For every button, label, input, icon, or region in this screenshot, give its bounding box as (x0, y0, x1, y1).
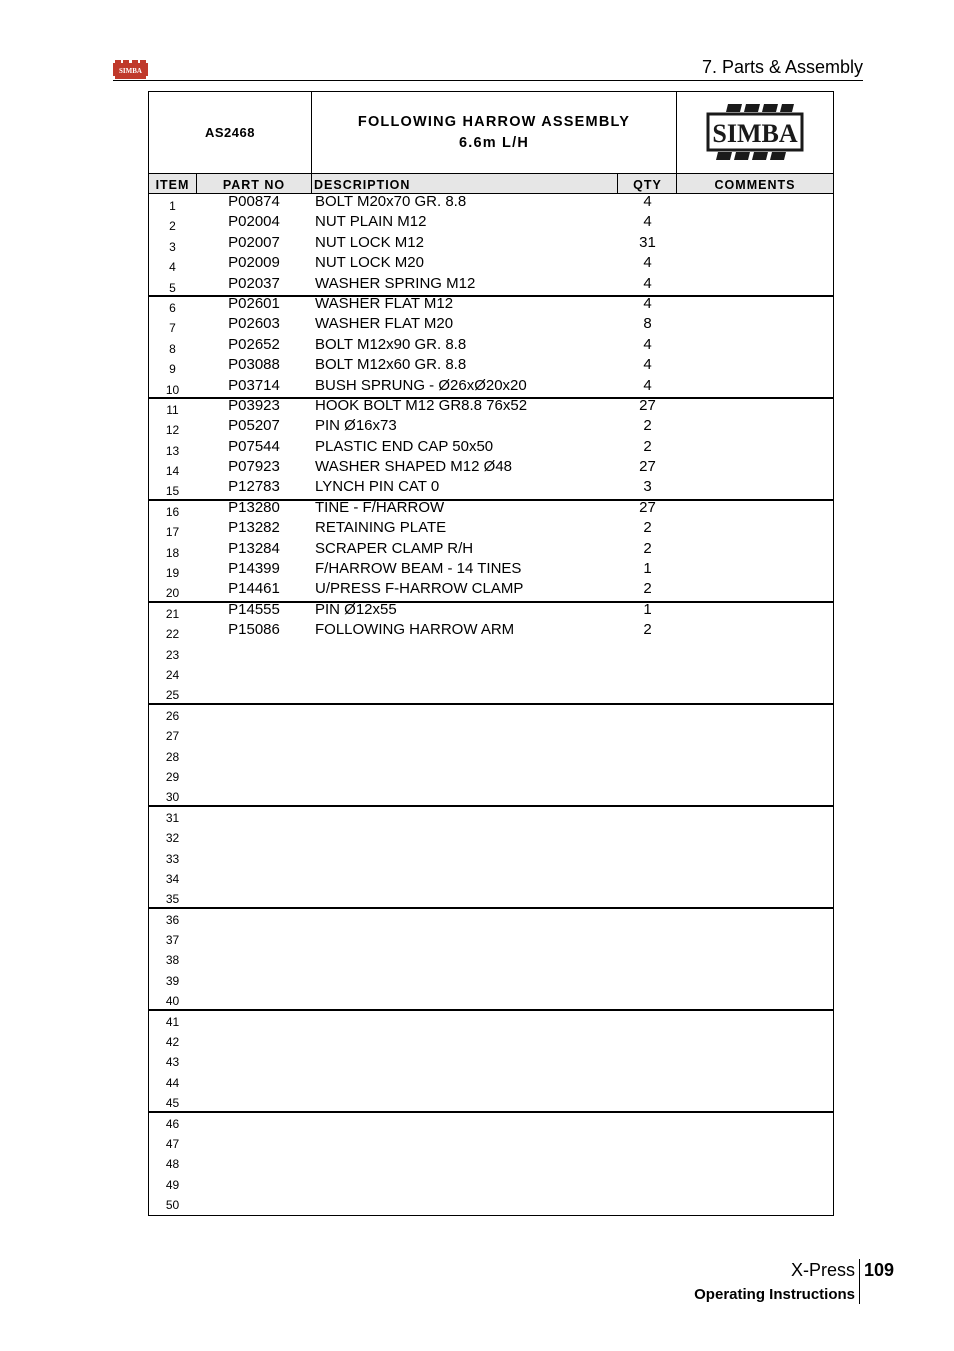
row-item-number: 24 (165, 667, 180, 682)
row-item-number: 10 (165, 382, 180, 397)
row-quantity: 8 (643, 315, 652, 333)
row-item-number: 47 (165, 1136, 180, 1151)
table-row (149, 908, 833, 928)
row-description: BOLT M12x60 GR. 8.8 (315, 356, 467, 374)
table-row (149, 887, 833, 907)
row-part-number: P15086 (228, 621, 280, 639)
row-description: U/PRESS F-HARROW CLAMP (315, 580, 524, 598)
row-item-number: 18 (165, 545, 180, 560)
row-part-number: P02004 (228, 213, 280, 231)
row-quantity: 27 (639, 498, 656, 516)
row-quantity: 4 (643, 356, 652, 374)
table-row (149, 969, 833, 989)
row-item-number: 50 (165, 1198, 180, 1213)
row-description: FOLLOWING HARROW ARM (315, 621, 515, 639)
row-part-number: P13284 (228, 539, 280, 557)
table-row (149, 826, 833, 846)
row-item-number: 21 (165, 606, 180, 621)
row-item-number: 41 (165, 1014, 180, 1029)
table-row (149, 194, 833, 214)
row-item-number: 14 (165, 464, 180, 479)
table-row (149, 561, 833, 581)
row-item-number: 11 (166, 402, 179, 417)
row-item-number: 7 (169, 321, 176, 336)
table-row (149, 847, 833, 867)
row-quantity: 3 (643, 478, 652, 496)
row-item-number: 48 (165, 1157, 180, 1172)
row-part-number: P03714 (228, 376, 280, 394)
row-description: LYNCH PIN CAT 0 (315, 478, 440, 496)
table-row (149, 398, 833, 418)
table-row (149, 602, 833, 622)
table-row (149, 1193, 833, 1213)
row-part-number: P13282 (228, 519, 280, 537)
row-item-number: 5 (169, 280, 176, 295)
table-row (149, 541, 833, 561)
table-row (149, 1132, 833, 1152)
row-description: TINE - F/HARROW (315, 498, 445, 516)
row-quantity: 1 (643, 560, 652, 578)
header-logo-text: SIMBA (119, 67, 142, 75)
row-part-number: P02009 (228, 254, 280, 272)
assembly-code: AS2468 (149, 92, 312, 173)
row-part-number: P12783 (228, 478, 280, 496)
row-item-number: 38 (165, 953, 180, 968)
row-quantity: 4 (643, 274, 652, 292)
row-item-number: 27 (165, 729, 180, 744)
row-quantity: 4 (643, 376, 652, 394)
row-quantity: 4 (643, 193, 652, 210)
simba-logo (677, 92, 833, 173)
table-row (149, 255, 833, 275)
row-item-number: 12 (165, 423, 180, 438)
row-part-number: P07544 (228, 437, 280, 455)
row-item-number: 39 (165, 973, 180, 988)
row-item-number: 33 (165, 851, 180, 866)
row-description: F/HARROW BEAM - 14 TINES (315, 560, 522, 578)
row-quantity: 27 (639, 458, 656, 476)
table-row (149, 928, 833, 948)
row-item-number: 23 (165, 647, 180, 662)
row-quantity: 2 (643, 621, 652, 639)
table-row (149, 704, 833, 724)
row-quantity: 2 (643, 539, 652, 557)
row-item-number: 2 (169, 219, 176, 234)
row-item-number: 6 (169, 300, 176, 315)
table-row (149, 500, 833, 520)
row-part-number: P14555 (228, 600, 280, 618)
row-description: BOLT M12x90 GR. 8.8 (315, 335, 467, 353)
row-item-number: 42 (165, 1035, 180, 1050)
col-description-header: DESCRIPTION (312, 174, 618, 193)
table-row (149, 663, 833, 683)
table-row (149, 1152, 833, 1172)
row-item-number: 32 (165, 831, 180, 846)
row-item-number: 29 (165, 769, 180, 784)
table-row (149, 316, 833, 336)
table-row (149, 296, 833, 316)
col-item-header: ITEM (149, 174, 197, 193)
row-part-number: P14399 (228, 560, 280, 578)
table-row (149, 1030, 833, 1050)
table-row (149, 214, 833, 234)
column-header-row (149, 174, 833, 194)
row-item-number: 19 (165, 566, 180, 581)
table-row (149, 765, 833, 785)
row-part-number: P03923 (228, 396, 280, 414)
row-part-number: P02007 (228, 233, 280, 251)
row-item-number: 46 (165, 1116, 180, 1131)
row-quantity: 4 (643, 335, 652, 353)
row-quantity: 27 (639, 396, 656, 414)
table-row (149, 337, 833, 357)
row-description: SCRAPER CLAMP R/H (315, 539, 474, 557)
table-row (149, 683, 833, 703)
row-quantity: 2 (643, 417, 652, 435)
assembly-title-row (149, 92, 833, 174)
col-comments-header: COMMENTS (714, 178, 796, 192)
row-quantity: 4 (643, 213, 652, 231)
table-row (149, 785, 833, 805)
row-item-number: 26 (165, 708, 180, 723)
row-item-number: 37 (165, 933, 180, 948)
parts-rows (149, 194, 833, 1214)
table-row (149, 1112, 833, 1132)
table-row (149, 520, 833, 540)
row-description: PIN Ø12x55 (315, 600, 397, 618)
row-part-number: P02037 (228, 274, 280, 292)
table-row (149, 276, 833, 296)
row-item-number: 20 (165, 586, 180, 601)
row-quantity: 4 (643, 254, 652, 272)
row-item-number: 30 (165, 790, 180, 805)
row-description: BOLT M20x70 GR. 8.8 (315, 193, 467, 210)
table-row (149, 1173, 833, 1193)
row-description: WASHER FLAT M20 (315, 315, 454, 333)
table-row (149, 378, 833, 398)
row-item-number: 1 (169, 199, 176, 213)
table-row (149, 643, 833, 663)
row-item-number: 44 (165, 1075, 180, 1090)
logo-text: SIMBA (712, 118, 798, 148)
simba-header-logo (113, 60, 148, 79)
row-item-number: 40 (165, 994, 180, 1009)
row-quantity: 31 (639, 233, 656, 251)
row-item-number: 4 (169, 260, 176, 275)
row-item-number: 17 (165, 525, 180, 540)
table-row (149, 622, 833, 642)
table-row (149, 1091, 833, 1111)
assembly-title-line1: FOLLOWING HARROW ASSEMBLY (357, 113, 631, 130)
table-row (149, 1071, 833, 1091)
row-quantity: 1 (643, 600, 652, 618)
row-item-number: 13 (165, 443, 180, 458)
row-item-number: 49 (165, 1177, 180, 1192)
table-row (149, 459, 833, 479)
row-item-number: 16 (165, 504, 180, 519)
assembly-title-line2: 6.6m L/H (458, 134, 530, 151)
parts-list-table (148, 91, 834, 1216)
section-title: 7. Parts & Assembly (701, 57, 863, 77)
row-item-number: 35 (165, 892, 180, 907)
row-part-number: P02652 (228, 335, 280, 353)
row-description: WASHER SPRING M12 (315, 274, 476, 292)
assembly-title (312, 92, 677, 173)
row-quantity: 2 (643, 437, 652, 455)
table-row (149, 806, 833, 826)
row-item-number: 31 (165, 810, 180, 825)
row-description: NUT PLAIN M12 (315, 213, 427, 231)
row-part-number: P02601 (228, 294, 280, 312)
row-part-number: P02603 (228, 315, 280, 333)
table-row (149, 439, 833, 459)
page-number: 109 (864, 1260, 895, 1280)
row-quantity: 2 (643, 580, 652, 598)
row-item-number: 36 (165, 912, 180, 927)
table-row (149, 235, 833, 255)
header-rule (113, 80, 863, 81)
table-row (149, 1050, 833, 1070)
row-description: NUT LOCK M12 (315, 233, 424, 251)
col-part-no-header: PART NO (197, 174, 312, 193)
col-qty-header: QTY (619, 174, 677, 193)
table-row (149, 418, 833, 438)
row-item-number: 22 (165, 627, 180, 642)
row-description: WASHER SHAPED M12 Ø48 (315, 458, 512, 476)
row-part-number: P03088 (228, 356, 280, 374)
row-description: NUT LOCK M20 (315, 254, 424, 272)
row-item-number: 3 (169, 239, 176, 254)
table-row (149, 581, 833, 601)
row-description: HOOK BOLT M12 GR8.8 76x52 (315, 396, 528, 414)
footer-divider (859, 1259, 860, 1304)
row-item-number: 43 (165, 1055, 180, 1070)
table-row (149, 724, 833, 744)
row-item-number: 9 (169, 362, 176, 377)
row-quantity: 2 (643, 519, 652, 537)
table-row (149, 867, 833, 887)
row-item-number: 45 (165, 1096, 180, 1111)
footer-product-name: X-Press (790, 1260, 855, 1280)
row-quantity: 4 (643, 294, 652, 312)
row-item-number: 8 (169, 341, 176, 356)
row-part-number: P07923 (228, 458, 280, 476)
row-item-number: 34 (165, 871, 180, 886)
table-row (149, 1010, 833, 1030)
row-item-number: 25 (165, 688, 180, 703)
table-row (149, 479, 833, 499)
row-description: RETAINING PLATE (315, 519, 447, 537)
row-description: WASHER FLAT M12 (315, 294, 454, 312)
footer-subtitle: Operating Instructions (694, 1286, 855, 1303)
row-description: BUSH SPRUNG - Ø26xØ20x20 (315, 376, 527, 394)
row-description: PLASTIC END CAP 50x50 (315, 437, 494, 455)
table-row (149, 989, 833, 1009)
row-part-number: P14461 (228, 580, 280, 598)
table-row (149, 745, 833, 765)
row-part-number: P05207 (228, 417, 280, 435)
row-item-number: 28 (165, 749, 180, 764)
row-part-number: P00874 (228, 193, 280, 210)
row-part-number: P13280 (228, 498, 280, 516)
row-description: PIN Ø16x73 (315, 417, 397, 435)
row-item-number: 15 (165, 484, 180, 499)
table-row (149, 948, 833, 968)
table-row (149, 357, 833, 377)
